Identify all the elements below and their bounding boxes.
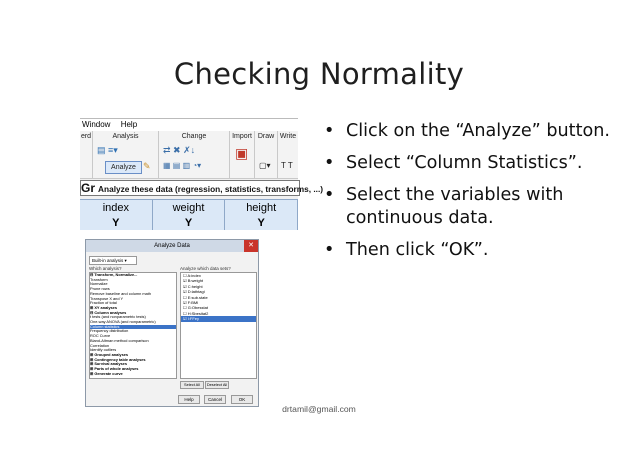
tree-item[interactable]: Correlation: [90, 342, 110, 348]
menu-help[interactable]: Help: [120, 120, 138, 129]
ribbon-group-analysis: Analysis ▤ ≡▾ Analyze ✎: [93, 131, 159, 178]
tree-item[interactable]: Transpose X and Y: [90, 295, 124, 301]
tree-item[interactable]: t tests (and nonparametric tests): [90, 314, 146, 320]
ok-button[interactable]: OK: [231, 395, 253, 404]
tree-item[interactable]: Bland-Altman method comparison: [90, 337, 149, 343]
tree-item[interactable]: ⊞ Survival analyses: [90, 361, 128, 367]
bullet-item: • Then click “OK”.: [322, 239, 622, 262]
ribbon-group-import: Import ▣: [230, 131, 255, 178]
change-icons-row2: ▦ ▤ ▥ ◔▾: [163, 161, 202, 170]
deselect-all-button[interactable]: Deselect All: [206, 382, 228, 387]
tree-item[interactable]: Identify outliers: [90, 347, 117, 353]
ribbon-group-draw: Draw ▢▾: [255, 131, 278, 178]
import-icon[interactable]: ▣: [235, 145, 249, 161]
slide-title: Checking Normality: [173, 57, 465, 91]
help-button[interactable]: Help: [178, 395, 200, 404]
column-type-height: Y: [225, 216, 298, 230]
tree-item[interactable]: Column statistics: [90, 325, 176, 330]
dataset-item[interactable]: ☑ F:BMI: [183, 300, 199, 306]
tree-item[interactable]: ⊟ Transform, Normalize...: [90, 272, 138, 277]
column-header-weight[interactable]: weight: [153, 200, 226, 216]
toolbar-screenshot: [80, 118, 324, 230]
dataset-list[interactable]: [180, 272, 257, 379]
dataset-item[interactable]: ☐ E:sub.state: [183, 294, 208, 300]
analyze-tooltip: Gr Analyze these data (regression, statistics, transforms, ...): [81, 181, 324, 195]
analysis-type-dropdown[interactable]: Built-in analysis ▾: [89, 256, 137, 265]
ribbon: [80, 131, 298, 179]
tree-item[interactable]: Prune rows: [90, 286, 110, 292]
tree-item[interactable]: ROC Curve: [90, 333, 111, 339]
wand-icon: ✎: [143, 161, 151, 171]
ribbon-group-write: Write T T: [279, 133, 297, 170]
column-type-row: [80, 216, 298, 230]
tree-item[interactable]: ⊞ Generate curve: [90, 370, 123, 376]
dataset-item[interactable]: ☐ A:index: [183, 273, 201, 278]
column-header-index[interactable]: index: [80, 200, 153, 216]
tree-item[interactable]: Normalize: [90, 281, 108, 287]
tree-item[interactable]: Frequency distribution: [90, 328, 129, 334]
dataset-item[interactable]: ☑ I:FFey: [181, 316, 256, 321]
ribbon-group-change: Change ⇄ ✖ ✗↓ ▦ ▤ ▥ ◔▾: [159, 131, 230, 178]
tree-item[interactable]: Remove baseline and column math: [90, 290, 151, 296]
column-header-row: [80, 199, 298, 216]
tree-item[interactable]: One-way ANOVA (and nonparametric): [90, 319, 156, 325]
dataset-item[interactable]: ☐ G:Obesstat: [183, 305, 208, 311]
analyze-which-label: Analyze which data sets?: [180, 266, 231, 271]
footer-email: drtamil@gmail.com: [282, 404, 356, 414]
menu-window[interactable]: Window: [82, 120, 111, 129]
tree-item[interactable]: ⊞ XY analyses: [90, 304, 117, 310]
dialog-title-bar: [86, 240, 258, 252]
which-analysis-label: Which analysis?: [89, 266, 122, 271]
tree-item[interactable]: ⊞ Contingency table analyses: [90, 356, 146, 362]
dataset-item[interactable]: ☑ B:weight: [183, 278, 204, 284]
dialog-title: Analyze Data: [154, 243, 190, 249]
dataset-item[interactable]: ☑ C:height: [183, 283, 203, 289]
column-type-index: Y: [80, 216, 153, 230]
bullet-item: • Select “Column Statistics”.: [322, 152, 622, 175]
tree-item[interactable]: Fraction of total: [90, 300, 117, 306]
write-icon[interactable]: T T: [281, 161, 293, 170]
change-icons: ⇄ ✖ ✗↓: [163, 145, 196, 155]
column-header-height[interactable]: height: [225, 200, 298, 216]
close-icon[interactable]: ✕: [244, 240, 258, 252]
cancel-button[interactable]: Cancel: [204, 395, 226, 404]
dataset-item[interactable]: ☑ D:lathtagi: [183, 289, 205, 295]
bullet-item: • Click on the “Analyze” button.: [322, 120, 622, 143]
ribbon-group-erd: erd: [80, 131, 93, 178]
analyze-data-dialog: [85, 239, 259, 407]
tree-item[interactable]: ⊞ Grouped analyses: [90, 351, 129, 357]
select-all-button[interactable]: Select All: [180, 381, 204, 389]
tree-item[interactable]: ⊟ Column analyses: [90, 309, 127, 315]
dataset-item[interactable]: ☐ H:Sbesitat2: [183, 310, 209, 316]
menu-bar: [80, 119, 298, 131]
column-type-weight: Y: [153, 216, 226, 230]
draw-icon[interactable]: ▢▾: [259, 161, 271, 170]
bullet-list: [322, 120, 622, 271]
analysis-icons: ▤ ≡▾: [97, 145, 118, 155]
tree-item[interactable]: Transform: [90, 276, 108, 282]
bullet-item: • Select the variables with continuous data.: [322, 184, 622, 230]
analyze-button[interactable]: Analyze: [105, 161, 142, 174]
analysis-tree[interactable]: [89, 272, 177, 379]
tree-item[interactable]: ⊞ Parts of whole analyses: [90, 366, 139, 372]
